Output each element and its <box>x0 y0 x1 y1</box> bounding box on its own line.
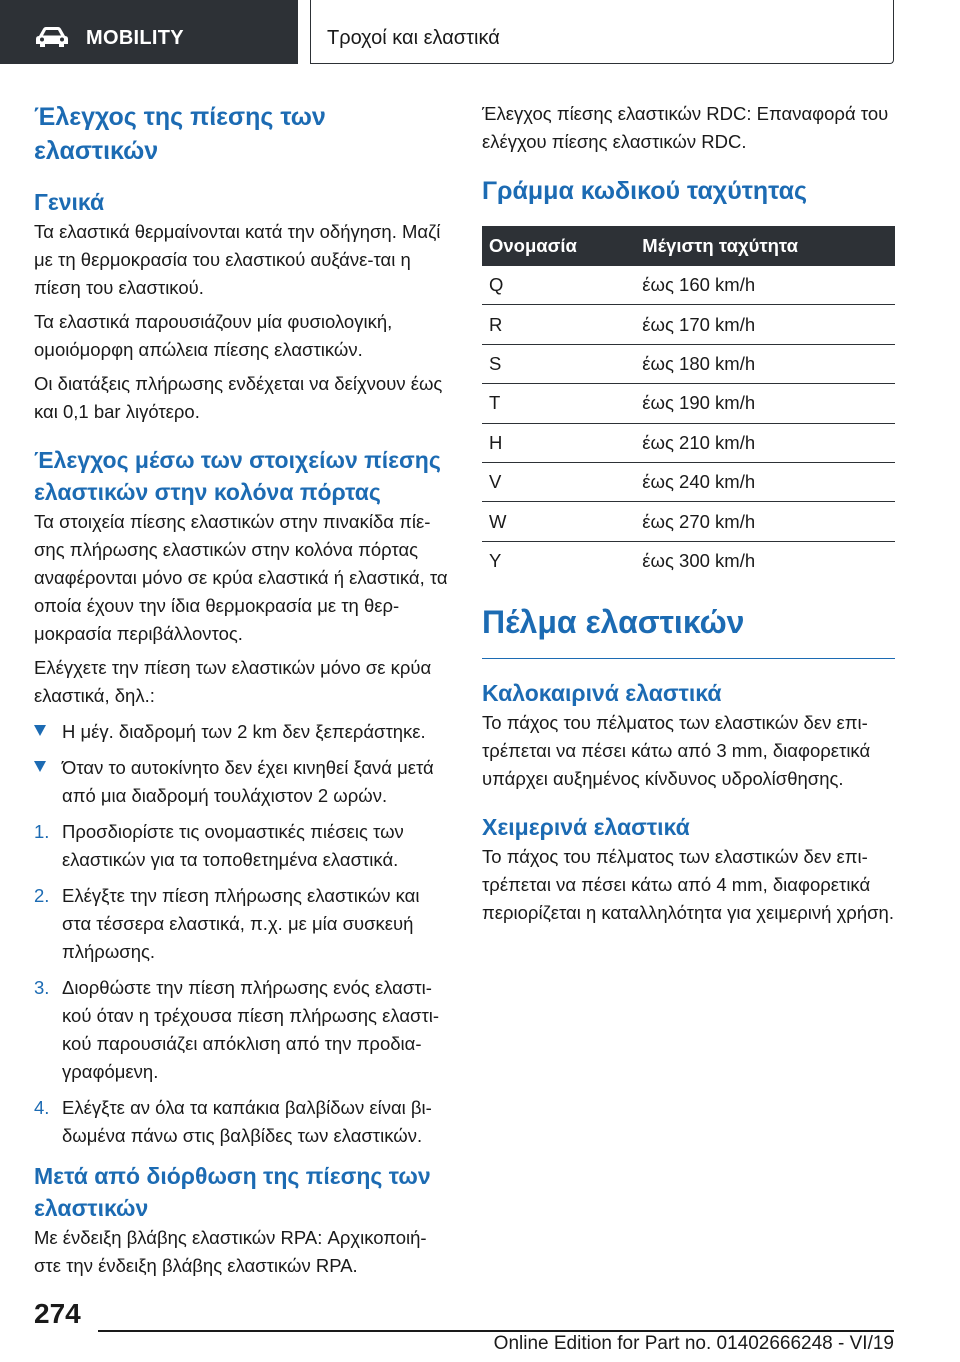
max-speed: έως 170 km/h <box>632 305 895 344</box>
door-pillar-heading: Έλεγχος μέσω των στοιχείων πίεσης ελαστικών στην κολόνα πόρτας <box>34 447 441 505</box>
max-speed: έως 270 km/h <box>632 502 895 541</box>
winter-tyres-paragraph: Το πάχος του πέλματος των ελαστικών δεν επι-τρέπεται να πέσει κάτω από 4 mm, διαφορετικά περιορίζεται η καταλληλότητα για χειμερινή χρήση. <box>482 846 894 924</box>
footer-divider <box>98 1330 894 1332</box>
step-text: Ελέγξτε την πίεση πλήρωσης ελαστικών και στα τέσσερα ελαστικά, π.χ. με μία συσκευή πλήρωσης. <box>62 885 420 962</box>
section-title: Έλεγχος της πίεσης των ελαστικών <box>34 103 326 165</box>
table-row <box>482 462 895 501</box>
step-text: Διορθώστε την πίεση πλήρωσης ενός ελαστι-κού όταν η τρέχουσα πίεση πλήρωσης ελαστι-κού παρουσιάζει απόκλιση από την προδια-γραφόμενη. <box>62 977 440 1082</box>
chapter-tab <box>310 0 894 64</box>
page-number: 274 <box>34 1298 81 1329</box>
list-item <box>34 754 448 810</box>
table-header-row <box>482 226 895 266</box>
table-row <box>482 502 895 541</box>
speed-code: T <box>482 384 632 423</box>
table-row <box>482 305 895 344</box>
speed-table <box>482 226 895 580</box>
max-speed: έως 190 km/h <box>632 384 895 423</box>
column-header-designation: Ονομασία <box>482 226 632 266</box>
list-item-text: Όταν το αυτοκίνητο δεν έχει κινηθεί ξανά μετά από μια διαδρομή τουλάχιστον 2 ωρών. <box>62 757 434 806</box>
winter-tyres-heading: Χειμερινά ελαστικά <box>482 814 690 841</box>
speed-code: V <box>482 462 632 501</box>
speed-code-heading: Γράμμα κωδικού ταχύτητας <box>482 177 808 205</box>
step-number: 2. <box>34 885 50 906</box>
rdc-paragraph: Έλεγχος πίεσης ελαστικών RDC: Επαναφορά του ελέγχου πίεσης ελαστικών RDC. <box>482 103 889 152</box>
max-speed: έως 180 km/h <box>632 344 895 383</box>
step-item <box>34 974 448 1086</box>
chapter-title: Τροχοί και ελαστικά <box>327 27 500 49</box>
list-item <box>34 718 448 746</box>
speed-code: S <box>482 344 632 383</box>
step-item <box>34 818 448 874</box>
conditions-list <box>34 718 448 810</box>
step-item <box>34 1094 448 1150</box>
step-item <box>34 882 448 966</box>
table-row <box>482 266 895 305</box>
steps-list <box>34 818 448 1150</box>
table-row <box>482 423 895 462</box>
step-text: Ελέγξτε αν όλα τα καπάκια βαλβίδων είναι βι-δωμένα πάνω στις βαλβίδες των ελαστικών. <box>62 1097 432 1146</box>
list-item-text: Η μέγ. διαδρομή των 2 km δεν ξεπεράστηκε. <box>62 721 426 742</box>
general-paragraph-3: Οι διατάξεις πλήρωσης ενδέχεται να δείχνουν έως και 0,1 bar λιγότερο. <box>34 373 443 422</box>
right-column <box>482 100 895 927</box>
speed-code: W <box>482 502 632 541</box>
page-header <box>0 0 960 66</box>
max-speed: έως 160 km/h <box>632 266 895 305</box>
step-number: 4. <box>34 1097 50 1118</box>
section-tab-label: MOBILITY <box>86 27 184 49</box>
general-paragraph-2: Τα ελαστικά παρουσιάζουν μία φυσιολογική, ομοιόμορφη απώλεια πίεσης ελαστικών. <box>34 311 393 360</box>
max-speed: έως 300 km/h <box>642 549 756 571</box>
after-correction-paragraph: Με ένδειξη βλάβης ελαστικών RPA: Αρχικοποιή-στε την ένδειξη βλάβης ελαστικών RPA. <box>34 1227 427 1276</box>
max-speed: έως 210 km/h <box>632 423 895 462</box>
step-text: Προσδιορίστε τις ονομαστικές πιέσεις των ελαστικών για τα τοποθετημένα ελαστικά. <box>62 821 404 870</box>
speed-code: Y <box>489 549 502 571</box>
after-correction-heading: Μετά από διόρθωση της πίεσης των ελαστικών <box>34 1163 431 1221</box>
door-pillar-paragraph-1: Τα στοιχεία πίεσης ελαστικών στην πινακίδα πίε-σης πλήρωσης ελαστικών στην κολόνα πόρτας αναφέρονται μόνο σε κρύα ελαστικά ή ελαστικά, τα οποία έχουν την ίδια θερμοκρασία με τη θερ-μοκρασία περιβάλλοντος. <box>34 511 448 644</box>
left-column <box>34 100 448 1280</box>
section-tab[interactable] <box>0 0 298 64</box>
car-icon <box>34 26 70 48</box>
door-pillar-paragraph-2: Ελέγχετε την πίεση των ελαστικών μόνο σε κρύα ελαστικά, δηλ.: <box>34 657 432 706</box>
speed-code: H <box>482 423 632 462</box>
summer-tyres-paragraph: Το πάχος του πέλματος των ελαστικών δεν επι-τρέπεται να πέσει κάτω από 3 mm, διαφορετικά υπάρχει αυξημένος κίνδυνος υδρολίσθησης. <box>482 712 871 790</box>
step-number: 3. <box>34 977 50 998</box>
edition-note: Online Edition for Part no. 01402666248 - VI/19 <box>493 1333 894 1354</box>
speed-code: R <box>482 305 632 344</box>
table-row <box>482 541 895 580</box>
speed-code: Q <box>482 266 632 305</box>
triangle-bullet-icon <box>34 761 46 772</box>
table-row <box>482 384 895 423</box>
general-paragraph-1: Τα ελαστικά θερμαίνονται κατά την οδήγηση. Μαζί με τη θερμοκρασία του ελαστικού αυξάνε-ται η πίεση του ελαστικού. <box>34 221 441 298</box>
table-row <box>482 344 895 383</box>
tread-title: Πέλμα ελαστικών <box>482 602 895 659</box>
summer-tyres-heading: Καλοκαιρινά ελαστικά <box>482 680 722 707</box>
general-heading: Γενικά <box>34 189 105 215</box>
step-number: 1. <box>34 821 50 842</box>
max-speed: έως 240 km/h <box>632 462 895 501</box>
column-header-max-speed: Μέγιστη ταχύτητα <box>632 226 895 266</box>
triangle-bullet-icon <box>34 725 46 736</box>
